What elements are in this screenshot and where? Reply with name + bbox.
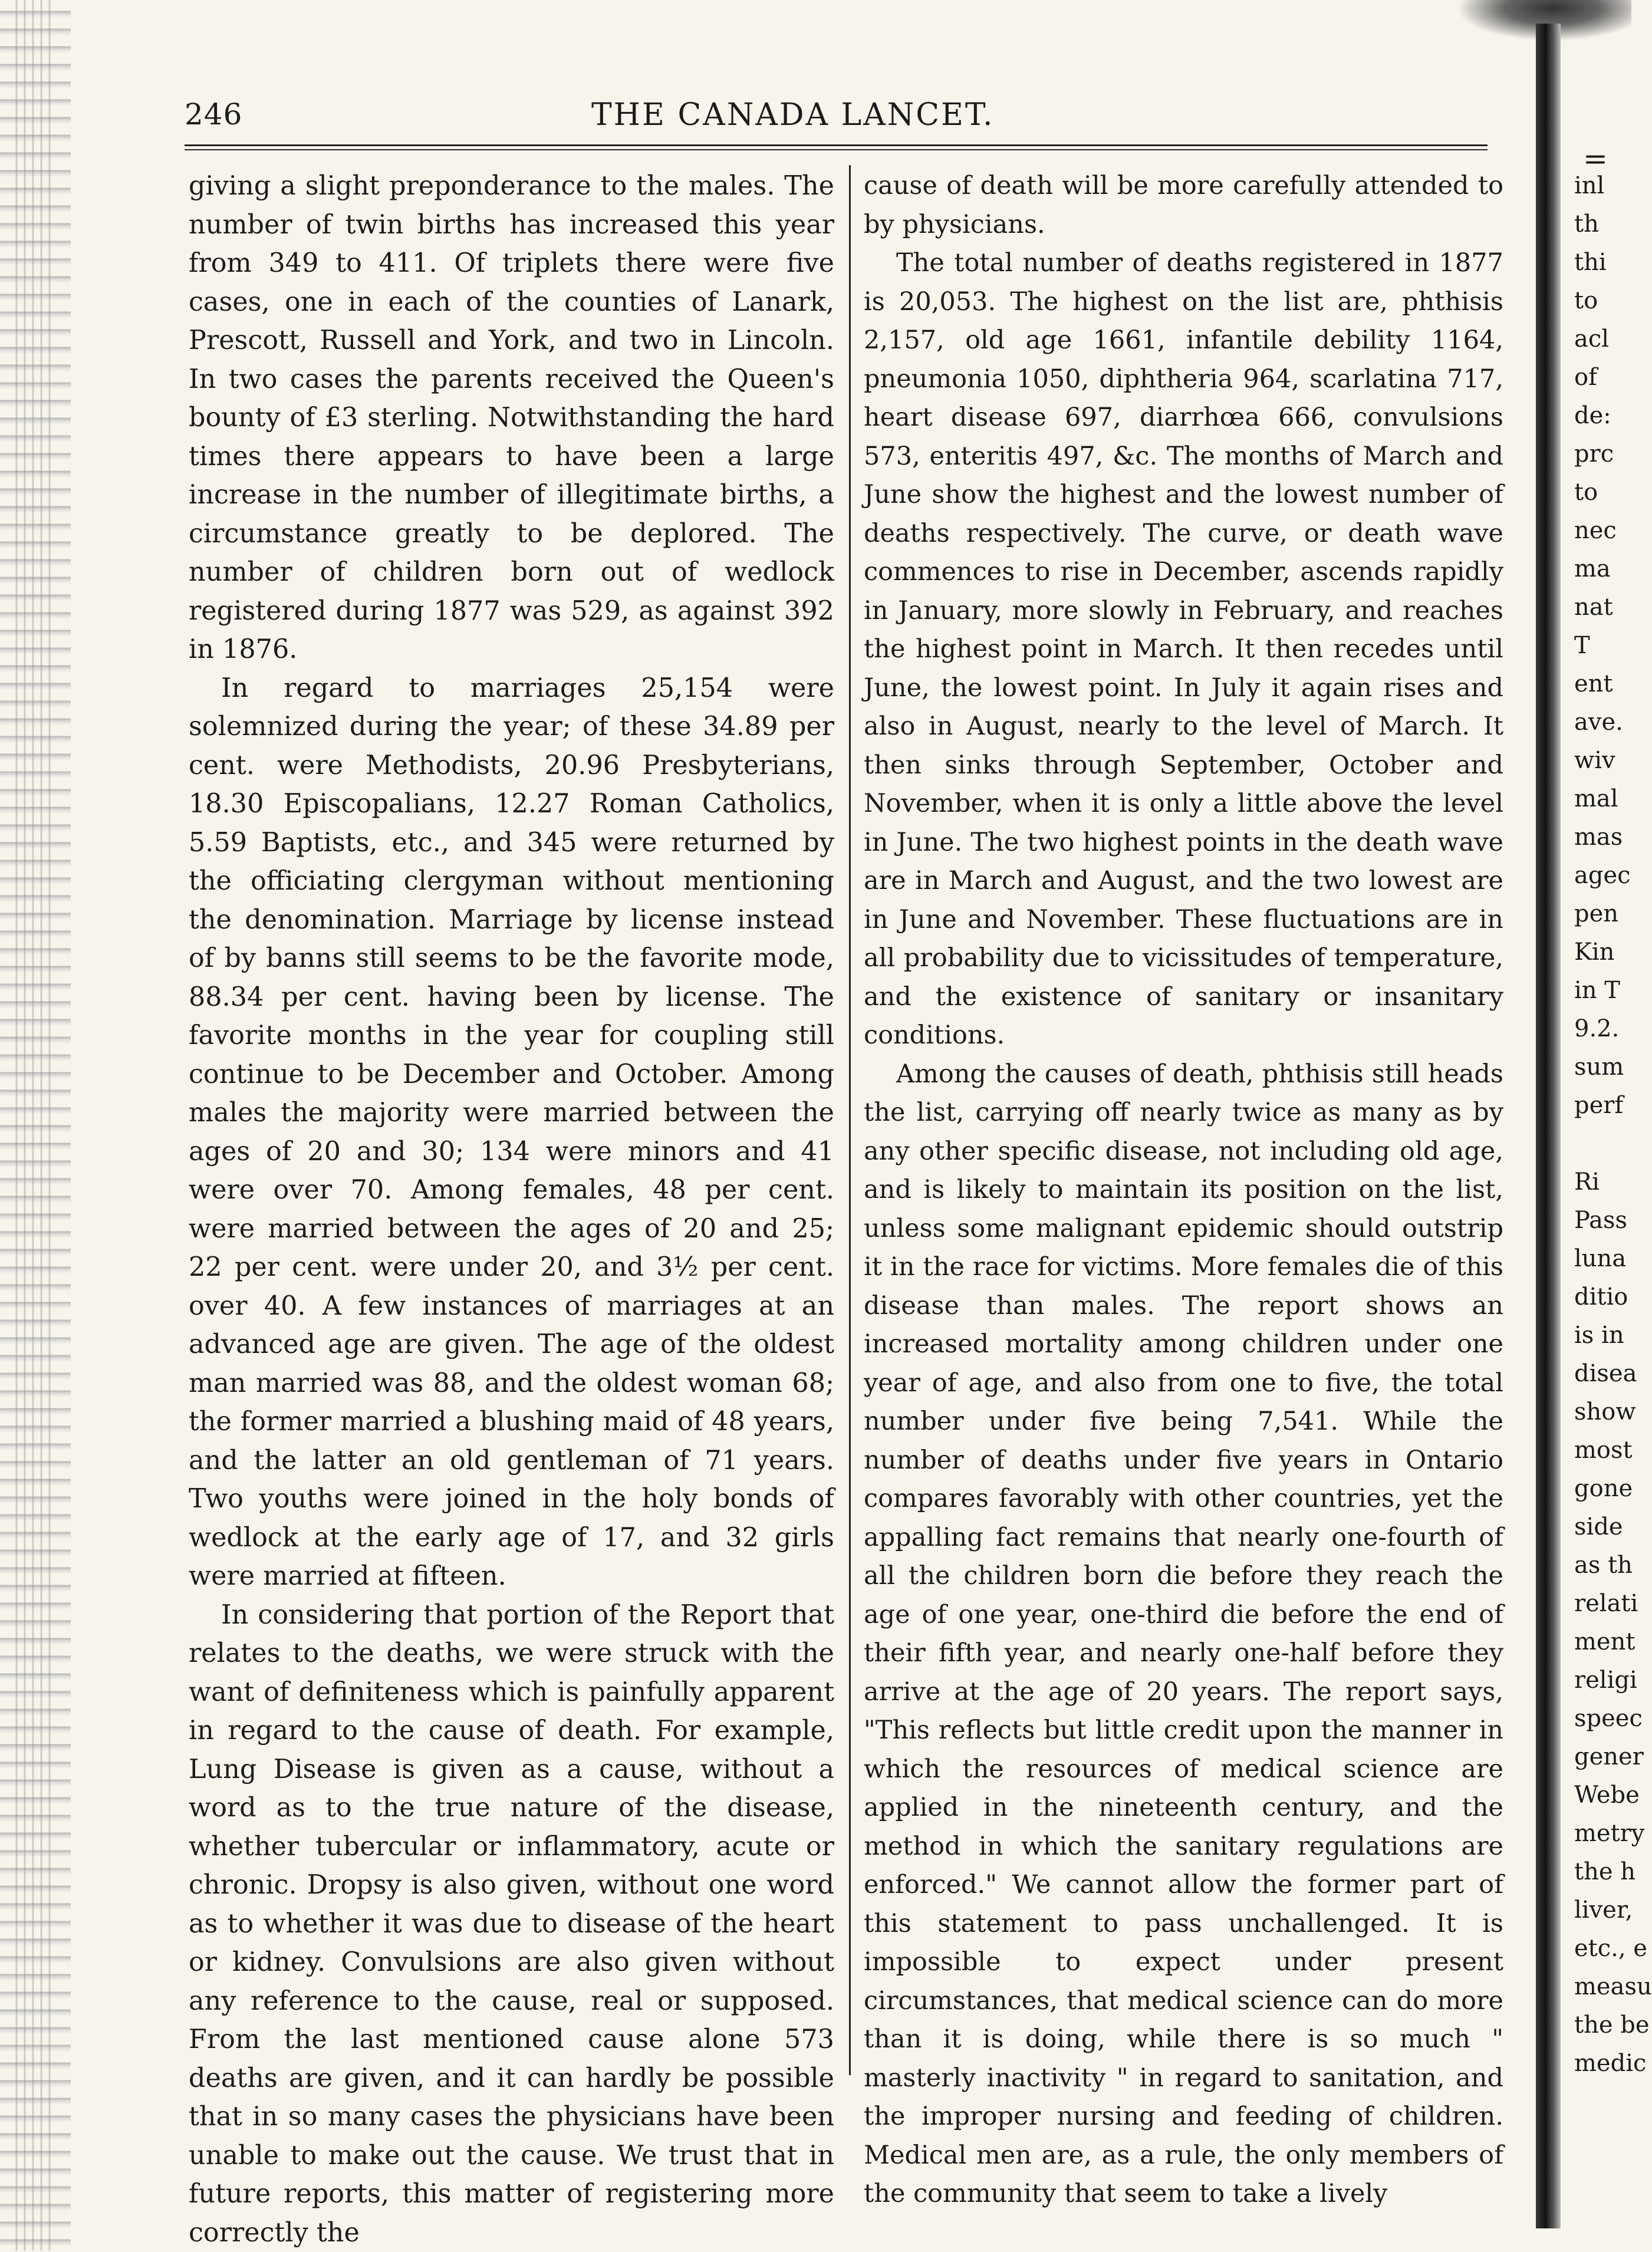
next-page-line: relati bbox=[1574, 1585, 1630, 1623]
next-page-line: wiv bbox=[1574, 742, 1630, 780]
next-page-line: the be bbox=[1574, 2006, 1630, 2044]
paragraph: In regard to marriages 25,154 were solemnized during the year; of these 34.89 per cent. were Methodists, 20.96 Presbyterians, 18.30 Episcopalians, 12.27 Roman Catholics, 5.59 Baptists, etc., and 345 were returned by the officiating clergyman without mentioning the denomination. Marriage by license instead of by banns still seems to be the favorite mode, 88.34 per cent. having been by license. The favorite months in the year for coupling still continue to be December and October. Among males the majority were married between the ages of 20 and 30; 134 were minors and 41 were over 70. Among females, 48 per cent. were married between the ages of 20 and 25; 22 per cent. were under 20, and 3½ per cent. over 40. A few instances of marriages at an advanced age are given. The age of the oldest man married was 88, and the oldest woman 68; the former married a blushing maid of 48 years, and the latter an old gentleman of 71 years. Two youths were joined in the holy bonds of wedlock at the early age of 17, and 32 girls were married at fifteen. bbox=[189, 669, 834, 1596]
paragraph: In considering that portion of the Report that relates to the deaths, we were struck with the want of definiteness which is painfully apparent in regard to the cause of death. For example, Lung Disease is given as a cause, without a word as to the true nature of the disease, whether tubercular or inflammatory, acute or chronic. Dropsy is also given, without one word as to whether it was due to disease of the heart or kidney. Convulsions are also given without any reference to the cause, real or supposed. From the last mentioned cause alone 573 deaths are given, and it can hardly be possible that in so many cases the physicians have been unable to make out the cause. We trust that in future reports, this matter of registering more correctly the bbox=[189, 1596, 834, 2252]
next-page-line: to bbox=[1574, 282, 1630, 320]
next-page-line: of bbox=[1574, 358, 1630, 397]
paragraph: giving a slight preponderance to the males. The number of twin births has increased this year from 349 to 411. Of triplets there were five cases, one in each of the counties of Lanark, Prescott, Russell and York, and two in Lincoln. In two cases the parents received the Queen's bounty of £3 sterling. Notwithstanding the hard times there appears to have been a large increase in the number of illegitimate births, a circumstance greatly to be deplored. The number of children born out of wedlock registered during 1877 was 529, as against 392 in 1876. bbox=[189, 167, 834, 669]
next-page-line: sum bbox=[1574, 1048, 1630, 1087]
next-page-line: acl bbox=[1574, 320, 1630, 358]
next-page-line: as th bbox=[1574, 1546, 1630, 1585]
next-page-line: inl bbox=[1574, 167, 1630, 205]
next-page-line: ma bbox=[1574, 550, 1630, 588]
next-page-line: Kin bbox=[1574, 933, 1630, 972]
page-gutter-fold bbox=[1536, 24, 1561, 2228]
next-page-line: measu bbox=[1574, 1968, 1630, 2006]
next-page-line: mal bbox=[1574, 780, 1630, 818]
next-page-line: ent bbox=[1574, 665, 1630, 703]
next-page-line: Pass bbox=[1574, 1201, 1630, 1240]
running-head: THE CANADA LANCET. bbox=[591, 97, 995, 133]
next-page-line: nat bbox=[1574, 588, 1630, 627]
next-page-line: perf bbox=[1574, 1087, 1630, 1125]
next-page-line: show bbox=[1574, 1393, 1630, 1431]
next-page-line: etc., e bbox=[1574, 1930, 1630, 1968]
next-page-line: thi bbox=[1574, 243, 1630, 282]
page-number: 246 bbox=[185, 97, 242, 131]
next-page-line: Ri bbox=[1574, 1163, 1630, 1201]
next-page-line: disea bbox=[1574, 1355, 1630, 1393]
next-page-line: mas bbox=[1574, 818, 1630, 857]
next-page-line: nec bbox=[1574, 512, 1630, 550]
next-page-line: ditio bbox=[1574, 1278, 1630, 1316]
next-page-line: Webe bbox=[1574, 1776, 1630, 1815]
header-rule-secondary bbox=[185, 149, 1488, 150]
next-page-line: gener bbox=[1574, 1738, 1630, 1776]
next-page-line: liver, bbox=[1574, 1891, 1630, 1930]
next-page-line: T bbox=[1574, 627, 1630, 665]
next-page-line: agec bbox=[1574, 857, 1630, 895]
next-page-line bbox=[1574, 1125, 1630, 1163]
right-column bbox=[864, 167, 1503, 2214]
next-page-line: religi bbox=[1574, 1661, 1630, 1700]
paragraph: Among the causes of death, phthisis still heads the list, carrying off nearly twice as many as by any other specific disease, not including old age, and is likely to maintain its position on the list, unless some malignant epidemic should outstrip it in the race for victims. More females die of this disease than males. The report shows an increased mortality among children under one year of age, and also from one to five, the total number under five being 7,541. While the number of deaths under five years in Ontario compares favorably with other countries, yet the appalling fact remains that nearly one-fourth of all the children born die before they reach the age of one year, one-third die before the end of their fifth year, and nearly one-half before they arrive at the age of 20 years. The report says, "This reflects but little credit upon the manner in which the resources of medical science are applied in the nineteenth century, and the method in which the sanitary regulations are enforced." We cannot allow the former part of this statement to pass unchallenged. It is impossible to expect under present circumstances, that medical science can do more than it is doing, while there is so much " masterly inactivity " in regard to sanitation, and the improper nursing and feeding of children. Medical men are, as a rule, the only members of the community that seem to take a lively bbox=[864, 1055, 1503, 2214]
next-page-line: luna bbox=[1574, 1240, 1630, 1278]
next-page-line: prc bbox=[1574, 435, 1630, 473]
next-page-line: to bbox=[1574, 473, 1630, 512]
next-page-line: metry bbox=[1574, 1815, 1630, 1853]
next-page-fragment bbox=[1574, 167, 1630, 2083]
next-page-line: side bbox=[1574, 1508, 1630, 1546]
header-rule bbox=[185, 144, 1488, 146]
next-page-line: ment bbox=[1574, 1623, 1630, 1661]
binding-bleed-strip bbox=[0, 0, 71, 2251]
next-page-line: medic bbox=[1574, 2044, 1630, 2083]
next-page-line: most bbox=[1574, 1431, 1630, 1470]
left-column bbox=[189, 167, 834, 2252]
next-page-line: is in bbox=[1574, 1316, 1630, 1355]
next-page-line: de: bbox=[1574, 397, 1630, 435]
next-page-dash: = bbox=[1583, 141, 1608, 176]
next-page-line: ave. bbox=[1574, 703, 1630, 742]
next-page-line: th bbox=[1574, 205, 1630, 243]
column-divider bbox=[849, 165, 851, 2075]
page-header bbox=[185, 97, 1493, 139]
next-page-line: in T bbox=[1574, 972, 1630, 1010]
next-page-line: gone bbox=[1574, 1470, 1630, 1508]
next-page-line: 9.2. bbox=[1574, 1010, 1630, 1048]
next-page-line: pen bbox=[1574, 895, 1630, 933]
next-page-line: speec bbox=[1574, 1700, 1630, 1738]
paragraph: cause of death will be more carefully attended to by physicians. bbox=[864, 167, 1503, 244]
next-page-line: the h bbox=[1574, 1853, 1630, 1891]
paragraph: The total number of deaths registered in 1877 is 20,053. The highest on the list are, phthisis 2,157, old age 1661, infantile debility 1164, pneumonia 1050, diphtheria 964, scarlatina 717, heart disease 697, diarrhœa 666, convulsions 573, enteritis 497, &c. The months of March and June show the highest and the lowest number of deaths respectively. The curve, or death wave commences to rise in December, ascends rapidly in January, more slowly in February, and reaches the highest point in March. It then recedes until June, the lowest point. In July it again rises and also in August, nearly to the level of March. It then sinks through September, October and November, when it is only a little above the level in June. The two highest points in the death wave are in March and August, and the two lowest are in June and November. These fluctuations are in all probability due to vicissitudes of temperature, and the existence of sanitary or insanitary conditions. bbox=[864, 244, 1503, 1055]
